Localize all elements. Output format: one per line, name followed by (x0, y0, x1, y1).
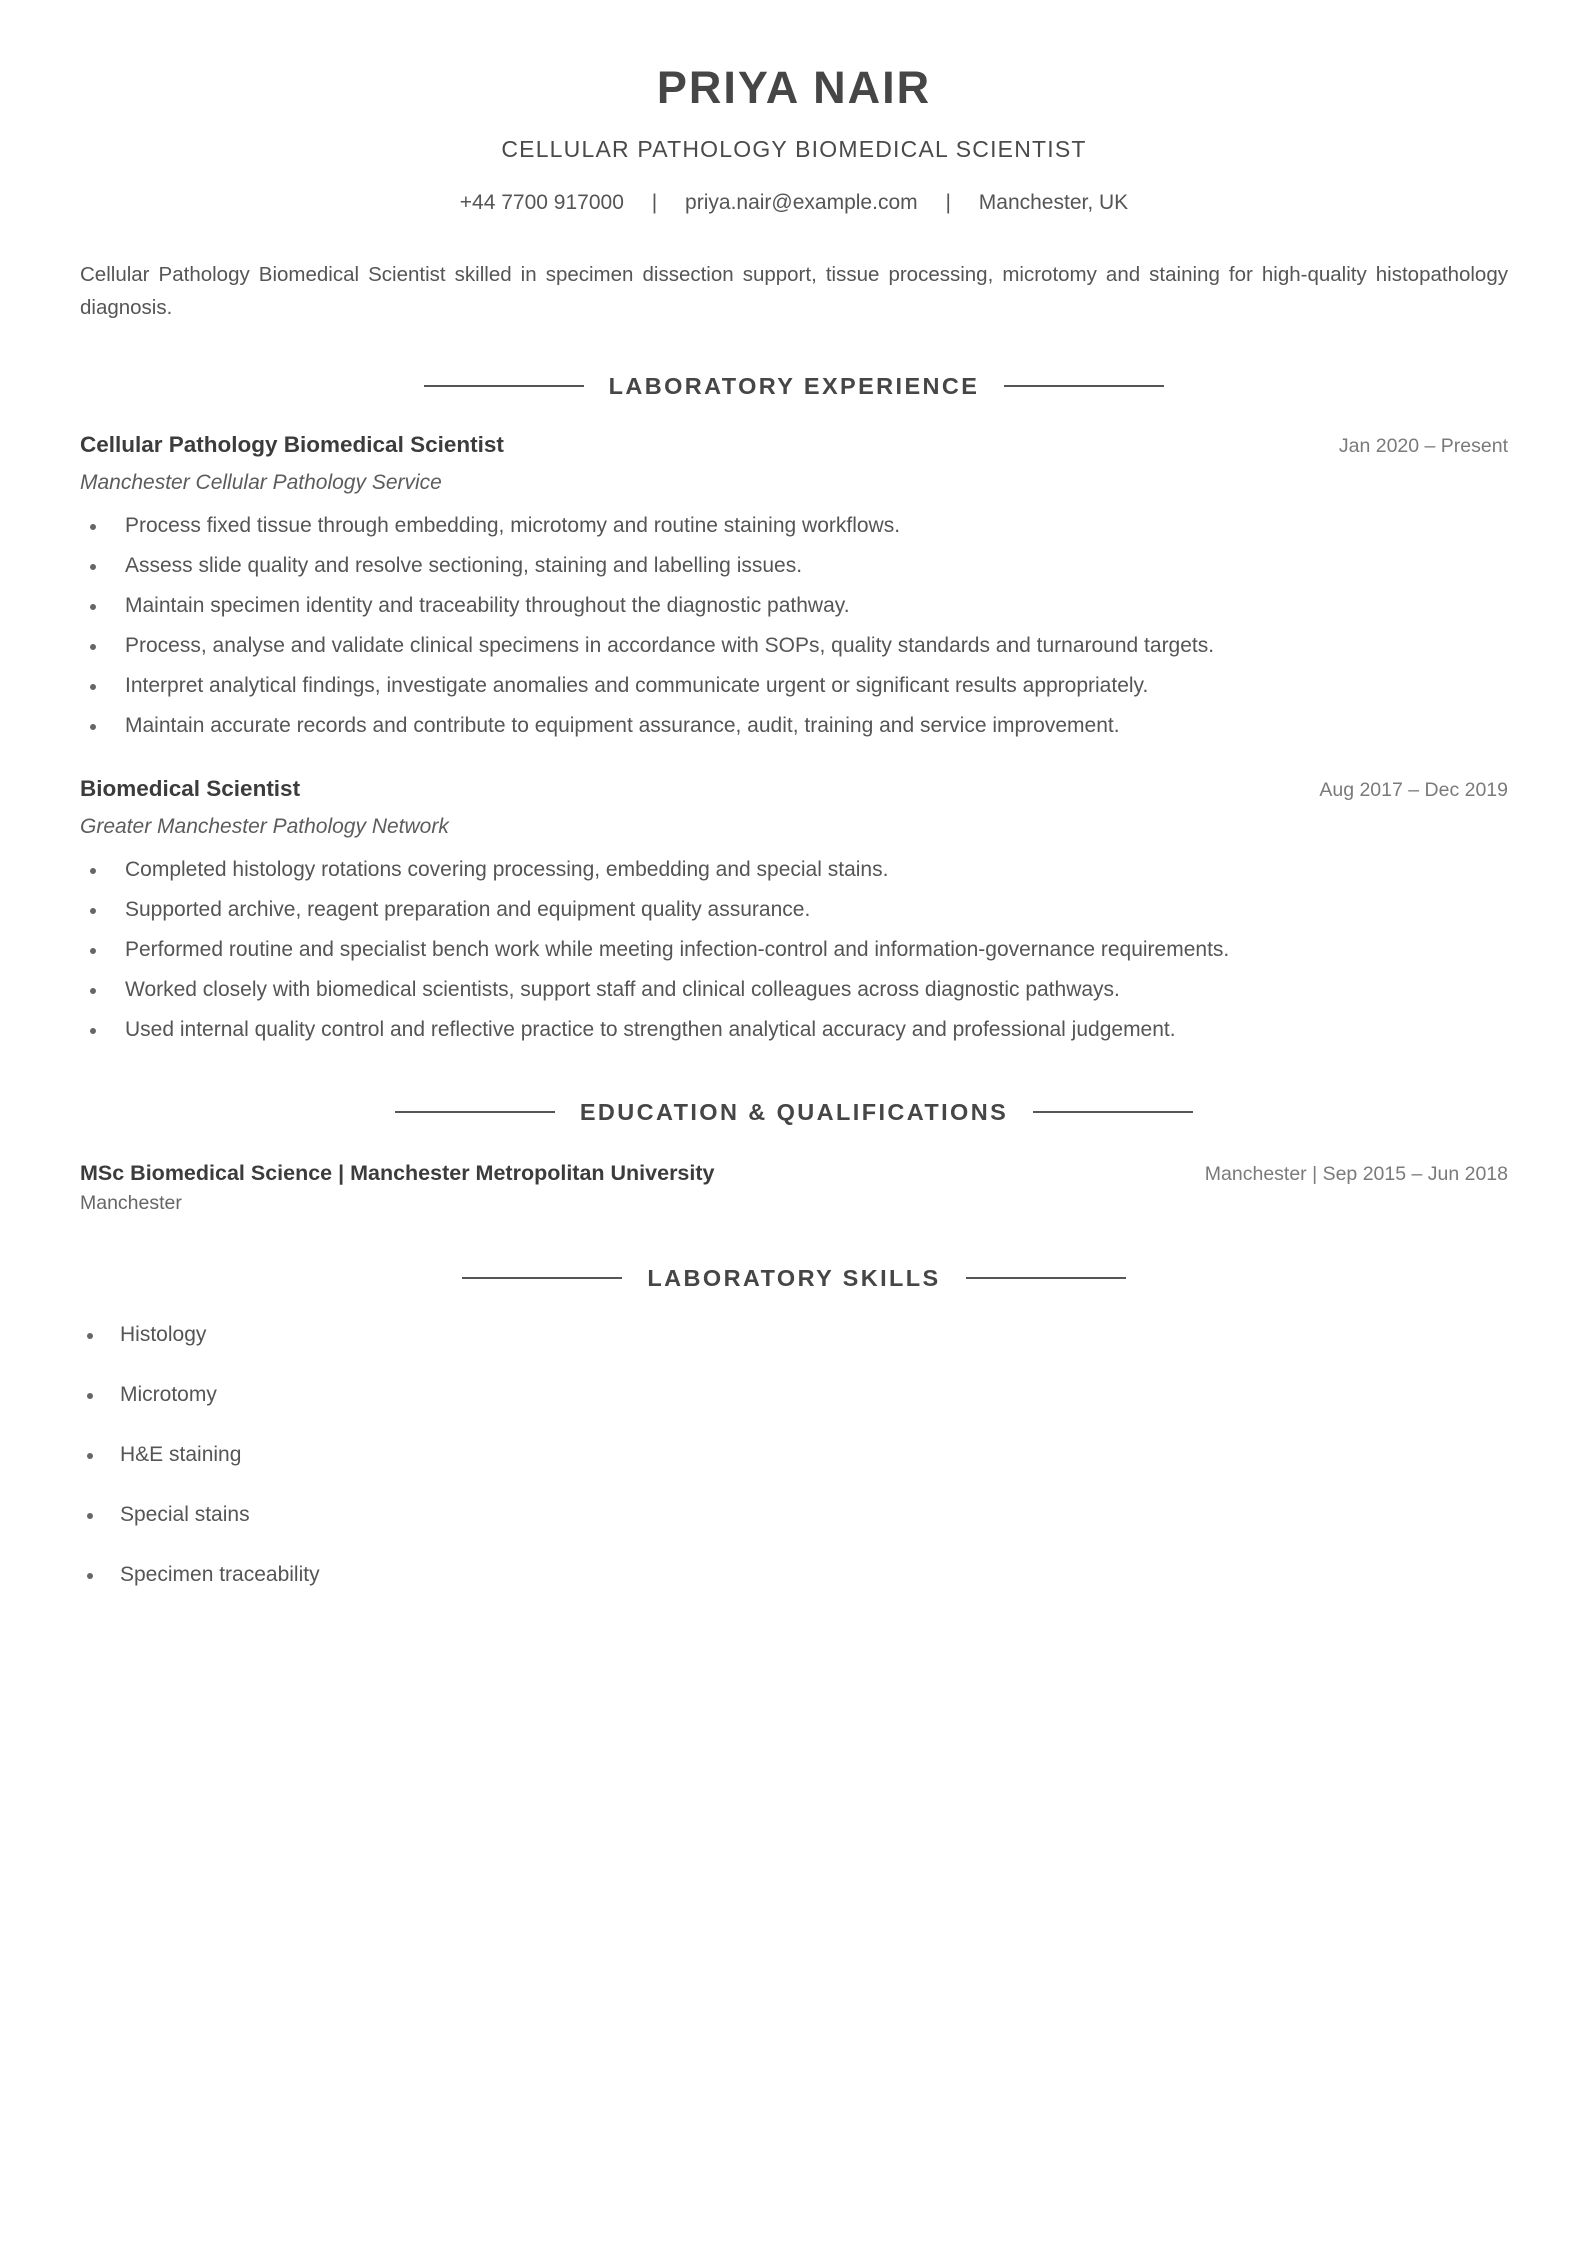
heading-rule-right (1004, 385, 1164, 387)
list-item: Special stains (80, 1500, 1508, 1530)
skills-list (80, 1320, 1508, 1590)
job-entry (80, 430, 1508, 746)
list-item: Used internal quality control and reflective practice to strengthen analytical accuracy and professional judgement. (80, 1010, 1508, 1050)
heading-rule-right (966, 1277, 1126, 1279)
list-item: Maintain specimen identity and traceability throughout the diagnostic pathway. (80, 586, 1508, 626)
job-dates: Jan 2020 – Present (1338, 435, 1508, 457)
section-heading-skills (80, 1262, 1508, 1294)
heading-rule-left (462, 1277, 622, 1279)
contact-phone: +44 7700 917000 (459, 191, 624, 214)
candidate-name: PRIYA NAIR (656, 62, 932, 113)
job-bullets (80, 506, 1508, 746)
education-city: Manchester (80, 1192, 182, 1214)
job-title: Cellular Pathology Biomedical Scientist (80, 432, 504, 457)
list-item: Interpret analytical findings, investigate anomalies and communicate urgent or significant results appropriately. (80, 666, 1508, 706)
section-heading-education (80, 1096, 1508, 1128)
list-item: Process, analyse and validate clinical specimens in accordance with SOPs, quality standards and turnaround targets. (80, 626, 1508, 666)
list-item: Specimen traceability (80, 1560, 1508, 1590)
job-entry (80, 774, 1508, 1050)
section-title: EDUCATION & QUALIFICATIONS (579, 1098, 1009, 1125)
education-dates: Manchester | Sep 2015 – Jun 2018 (1204, 1163, 1508, 1185)
list-item: Completed histology rotations covering processing, embedding and special stains. (80, 850, 1508, 890)
contact-separator: | (945, 191, 951, 214)
list-item: Maintain accurate records and contribute to equipment assurance, audit, training and service improvement. (80, 706, 1508, 746)
contact-separator: | (651, 191, 658, 214)
contact-line (80, 188, 1508, 218)
job-dates: Aug 2017 – Dec 2019 (1319, 779, 1508, 801)
list-item: Worked closely with biomedical scientists, support staff and clinical colleagues across diagnostic pathways. (80, 970, 1508, 1010)
heading-rule-right (1033, 1111, 1193, 1113)
list-item: Process fixed tissue through embedding, microtomy and routine staining workflows. (80, 506, 1508, 546)
contact-location: Manchester, UK (978, 191, 1129, 214)
section-heading-experience (80, 370, 1508, 402)
heading-rule-left (424, 385, 584, 387)
job-title: Biomedical Scientist (80, 776, 301, 801)
professional-summary: Cellular Pathology Biomedical Scientist skilled in specimen dissection support, tissue processing, microtomy and staining for high-quality histopathology diagnosis. (80, 263, 1508, 319)
education-entry (80, 1158, 1508, 1216)
heading-rule-left (395, 1111, 555, 1113)
candidate-headline: CELLULAR PATHOLOGY BIOMEDICAL SCIENTIST (501, 136, 1087, 162)
section-title: LABORATORY EXPERIENCE (608, 372, 980, 399)
education-degree: MSc Biomedical Science | Manchester Metropolitan University (80, 1161, 715, 1185)
list-item: H&E staining (80, 1440, 1508, 1470)
job-bullets (80, 850, 1508, 1050)
section-title: LABORATORY SKILLS (647, 1264, 941, 1291)
job-organisation: Manchester Cellular Pathology Service (80, 471, 442, 494)
list-item: Performed routine and specialist bench work while meeting infection-control and information-governance requirements. (80, 930, 1508, 970)
job-organisation: Greater Manchester Pathology Network (80, 815, 449, 838)
contact-email: priya.nair@example.com (685, 191, 918, 214)
list-item: Histology (80, 1320, 1508, 1350)
list-item: Microtomy (80, 1380, 1508, 1410)
list-item: Assess slide quality and resolve sectioning, staining and labelling issues. (80, 546, 1508, 586)
list-item: Supported archive, reagent preparation and equipment quality assurance. (80, 890, 1508, 930)
